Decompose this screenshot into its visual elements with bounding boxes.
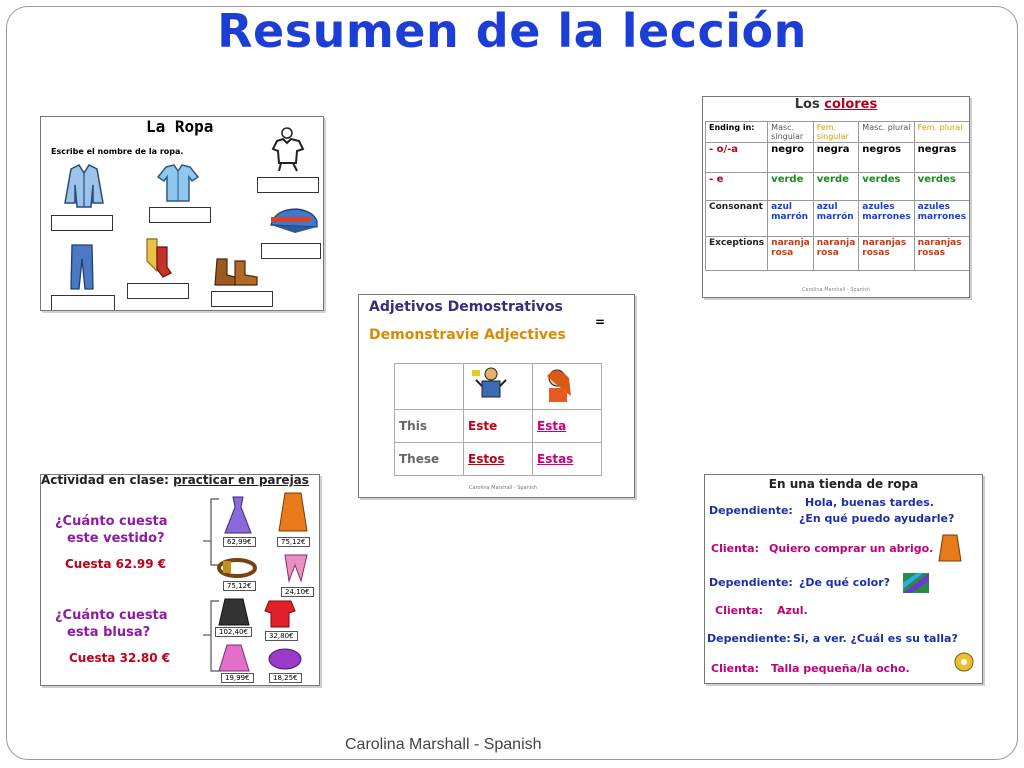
masc-form: Estos xyxy=(464,443,533,476)
price-tag: 24,10€ xyxy=(281,587,314,597)
colores-table xyxy=(705,121,970,271)
masc-form: Este xyxy=(464,410,533,443)
boots-icon xyxy=(213,257,259,287)
dress-icon xyxy=(223,495,253,535)
color-cell: verdes xyxy=(859,173,914,201)
empty-cell xyxy=(395,364,464,410)
adjetivos-credit: Carolina Marshall - Spanish xyxy=(469,485,537,491)
dialog-speaker: Clienta: xyxy=(711,542,759,555)
ropa-worksheet xyxy=(40,116,324,311)
dialog-line: Si, a ver. ¿Cuál es su talla? xyxy=(793,632,958,645)
answer-blank[interactable] xyxy=(211,291,273,307)
adjetivos-title-en: Demonstravie Adjectives xyxy=(369,327,566,343)
color-cell: negra xyxy=(813,143,859,173)
scarf-icon xyxy=(281,551,311,585)
color-cell: azules marrones xyxy=(914,201,969,237)
color-cell: verde xyxy=(768,173,814,201)
color-cell: naranja rosa xyxy=(813,237,859,271)
color-cell: negros xyxy=(859,143,914,173)
dialog-speaker: Dependiente: xyxy=(709,504,793,517)
ending-cell: - o/-a xyxy=(706,143,768,173)
price-tag: 102,40€ xyxy=(215,627,252,637)
color-cell: verde xyxy=(813,173,859,201)
header-cell: Fem. plural xyxy=(914,122,969,143)
dialog-speaker: Clienta: xyxy=(715,604,763,617)
price-tag: 18,25€ xyxy=(269,673,302,683)
answer-blank[interactable] xyxy=(51,295,115,311)
colores-credit: Carolina Marshall - Spanish xyxy=(802,287,870,293)
color-swatch-icon xyxy=(903,573,929,593)
leather-jacket-icon xyxy=(217,597,251,629)
hat-scarf-icon xyxy=(267,645,303,671)
shirt-icon xyxy=(156,163,200,203)
ending-cell: - e xyxy=(706,173,768,201)
colores-table-panel xyxy=(702,96,970,298)
fem-form: Esta xyxy=(533,410,602,443)
adjetivos-table xyxy=(394,363,602,476)
dialog-speaker: Clienta: xyxy=(711,662,759,675)
color-cell: naranjas rosas xyxy=(859,237,914,271)
tape-measure-icon xyxy=(953,651,975,673)
color-cell: naranja rosa xyxy=(768,237,814,271)
socks-icon xyxy=(141,237,175,279)
slide-title: Resumen de la lección xyxy=(217,4,807,58)
answer-1: Cuesta 62.99 € xyxy=(65,557,167,571)
dialog-line: Hola, buenas tardes. xyxy=(805,496,934,509)
skirt-icon xyxy=(217,643,251,673)
ending-cell: Consonant xyxy=(706,201,768,237)
tshirt-drawing-icon xyxy=(271,127,307,173)
answer-blank[interactable] xyxy=(51,215,113,231)
header-cell: Masc. singular xyxy=(768,122,814,143)
answer-blank[interactable] xyxy=(127,283,189,299)
dialog-speaker: Dependiente: xyxy=(709,576,793,589)
question-2: ¿Cuánto cuesta esta blusa? xyxy=(55,608,168,640)
tienda-panel xyxy=(704,474,983,684)
coat-icon xyxy=(277,491,309,535)
cap-icon xyxy=(267,205,319,235)
color-cell: azul marrón xyxy=(813,201,859,237)
blouse-icon xyxy=(263,599,297,629)
color-cell: naranjas rosas xyxy=(914,237,969,271)
dialog-line: Talla pequeña/la ocho. xyxy=(771,662,910,675)
answer-blank[interactable] xyxy=(261,243,321,259)
price-tag: 62,99€ xyxy=(223,537,256,547)
trousers-icon xyxy=(69,243,95,291)
slide-footer: Carolina Marshall - Spanish xyxy=(345,736,542,753)
coat-icon xyxy=(937,533,963,563)
adjetivos-panel xyxy=(358,294,635,498)
header-cell: Fem. singular xyxy=(813,122,859,143)
price-tag: 75,12€ xyxy=(223,581,256,591)
row-label: These xyxy=(395,443,464,476)
equals-sign: = xyxy=(595,315,606,329)
price-tag: 75,12€ xyxy=(277,537,310,547)
color-cell: verdes xyxy=(914,173,969,201)
female-figure-icon xyxy=(533,364,602,410)
ropa-title: La Ropa xyxy=(146,117,214,136)
question-1: ¿Cuánto cuesta este vestido? xyxy=(55,514,168,546)
header-cell: Masc. plural xyxy=(859,122,914,143)
color-cell: azules marrones xyxy=(859,201,914,237)
male-figure-icon xyxy=(464,364,533,410)
color-cell: negras xyxy=(914,143,969,173)
answer-2: Cuesta 32.80 € xyxy=(69,651,171,665)
actividad-panel xyxy=(40,474,320,686)
color-cell: negro xyxy=(768,143,814,173)
answer-blank[interactable] xyxy=(149,207,211,223)
ropa-instruction: Escribe el nombre de la ropa. xyxy=(51,147,184,156)
belt-icon xyxy=(217,557,257,579)
dialog-speaker: Dependiente: xyxy=(707,632,791,645)
dialog-line: ¿De qué color? xyxy=(799,576,891,589)
dialog-line: Quiero comprar un abrigo. xyxy=(769,542,934,555)
tienda-title: En una tienda de ropa xyxy=(768,477,919,491)
jacket-icon xyxy=(63,163,105,209)
actividad-title: Actividad en clase: practicar en parejas xyxy=(41,474,309,487)
adjetivos-title-es: Adjetivos Demostrativos xyxy=(369,299,563,315)
row-label: This xyxy=(395,410,464,443)
fem-form: Estas xyxy=(533,443,602,476)
header-cell: Ending in: xyxy=(706,122,768,143)
price-tag: 19,99€ xyxy=(221,673,254,683)
answer-blank[interactable] xyxy=(257,177,319,193)
color-cell: azul marrón xyxy=(768,201,814,237)
ending-cell: Exceptions xyxy=(706,237,768,271)
dialog-line: ¿En qué puedo ayudarle? xyxy=(799,512,955,525)
price-tag: 32,80€ xyxy=(265,631,298,641)
colores-title: Los colores xyxy=(794,97,878,112)
dialog-line: Azul. xyxy=(777,604,808,617)
